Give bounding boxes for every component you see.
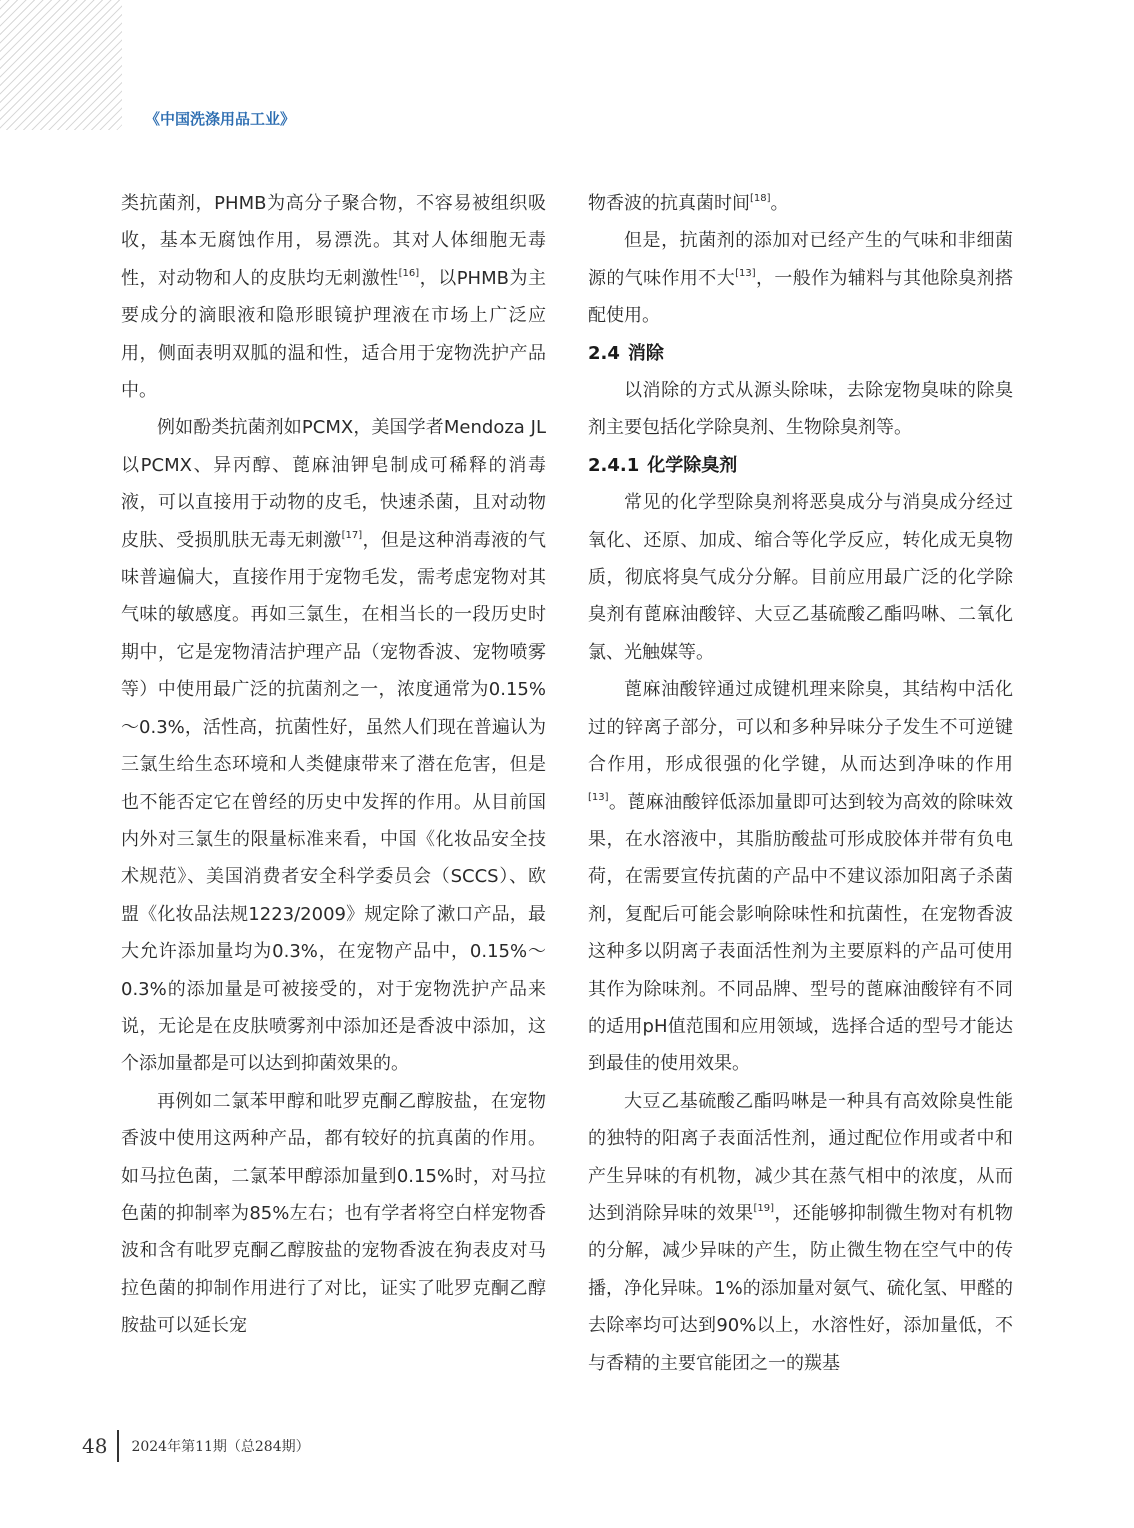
citation-ref: [17]	[341, 529, 363, 541]
section-title: 化学除臭剂	[647, 454, 738, 476]
citation-ref: [18]	[750, 193, 771, 204]
paragraph-text: 但是，抗菌剂的添加对已经产生的气味和非细菌源的气味作用不大	[588, 230, 1013, 289]
paragraph-text: 常见的化学型除臭剂将恶臭成分与消臭成分经过氧化、还原、加成、缩合等化学反应，转化成无臭物质，彻底将臭气成分分解。目前应用最广泛的化学除臭剂有蓖麻油酸锌、大豆乙基硫酸乙酯吗啉、二氧化氯、光触媒等。	[588, 492, 1013, 663]
page-number: 48	[82, 1434, 108, 1458]
right-column	[588, 185, 1013, 1382]
paragraph	[588, 1083, 1013, 1382]
section-title: 消除	[627, 342, 664, 364]
citation-ref: [13]	[588, 791, 609, 803]
paragraph	[588, 484, 1013, 671]
paragraph-text: 物香波的抗真菌时间	[588, 193, 750, 214]
paragraph-text: 例如酚类抗菌剂如PCMX，美国学者Mendoza JL以PCMX、异丙醇、蓖麻油钾皂制成可稀释的消毒液，可以直接用于动物的皮毛，快速杀菌，且对动物皮肤、受损肌肤无毒无刺激	[121, 417, 546, 551]
section-heading	[588, 447, 1013, 484]
journal-title: 《中国洗涤用品工业》	[145, 110, 296, 128]
paragraph-text: 。	[770, 193, 789, 214]
paragraph	[588, 372, 1013, 447]
left-column	[121, 185, 546, 1345]
corner-hatch-pattern	[0, 0, 122, 130]
paragraph-text: 大豆乙基硫酸乙酯吗啉是一种具有高效除臭性能的独特的阳离子表面活性剂，通过配位作用或者中和产生异味的有机物，减少其在蒸气相中的浓度，从而达到消除异味的效果	[588, 1090, 1013, 1224]
citation-ref: [19]	[753, 1202, 774, 1214]
paragraph-text: 蓖麻油酸锌通过成键机理来除臭，其结构中活化过的锌离子部分，可以和多种异味分子发生不可逆键合作用，形成很强的化学键，从而达到净味的作用	[588, 679, 1013, 776]
paragraph-text: ，一般作为辅料与其他除臭剂搭配使用。	[588, 267, 1014, 327]
citation-ref: [13]	[735, 267, 756, 279]
paragraph	[121, 185, 546, 409]
paragraph	[121, 409, 546, 1082]
paragraph	[121, 1083, 546, 1345]
paragraph-text: 以消除的方式从源头除味，去除宠物臭味的除臭剂主要包括化学除臭剂、生物除臭剂等。	[588, 380, 1013, 439]
section-heading	[588, 335, 1013, 372]
paragraph-text: 类抗菌剂，PHMB为高分子聚合物，不容易被组织吸收，基本无腐蚀作用，易漂洗。其对人体细胞无毒性，对动物和人的皮肤均无刺激性	[121, 193, 546, 289]
paragraph-text: ，以PHMB为主要成分的滴眼液和隐形眼镜护理液在市场上广泛应用，侧面表明双胍的温和性，适合用于宠物洗护产品中。	[121, 267, 546, 402]
paragraph-text: ，但是这种消毒液的气味普遍偏大，直接作用于宠物毛发，需考虑宠物对其气味的敏感度。再如三氯生，在相当长的一段历史时期中，它是宠物清洁护理产品（宠物香波、宠物喷雾等）中使用最广泛的抗菌剂之一，浓度通常为0.15%～0.3%，活性高，抗菌性好，虽然人们现在普遍认为三氯生给生态环境和人类健康带来了潜在危害，但是也不能否定它在曾经的历史中发挥的作用。从目前国内外对三氯生的限量标准来看，中国《化妆品安全技术规范》、美国消费者安全科学委员会（SCCS）、欧盟《化妆品法规1223/2009》规定除了漱口产品，最大允许添加量均为0.3%，在宠物产品中，0.15%～0.3%的添加量是可被接受的，对于宠物洗护产品来说，无论是在皮肤喷雾剂中添加还是香波中添加，这个添加量都是可以达到抑菌效果的。	[121, 529, 547, 1075]
citation-ref: [16]	[398, 267, 420, 279]
paragraph-text: 。蓖麻油酸锌低添加量即可达到较为高效的除味效果，在水溶液中，其脂肪酸盐可形成胶体并带有负电荷，在需要宣传抗菌的产品中不建议添加阳离子杀菌剂，复配后可能会影响除味性和抗菌性，在宠物香波这种多以阴离子表面活性剂为主要原料的产品可使用其作为除味剂。不同品牌、型号的蓖麻油酸锌有不同的适用pH值范围和应用领域，选择合适的型号才能达到最佳的使用效果。	[588, 791, 1013, 1075]
paragraph-text: 再例如二氯苯甲醇和吡罗克酮乙醇胺盐，在宠物香波中使用这两种产品，都有较好的抗真菌的作用。如马拉色菌，二氯苯甲醇添加量到0.15%时，对马拉色菌的抑制率为85%左右；也有学者将空白样宠物香波和含有吡罗克酮乙醇胺盐的宠物香波在狗表皮对马拉色菌的抑制作用进行了对比，证实了吡罗克酮乙醇胺盐可以延长宠	[121, 1090, 546, 1337]
section-number: 2.4.1	[588, 454, 640, 476]
paragraph	[588, 185, 1013, 222]
paragraph	[588, 671, 1013, 1082]
paragraph-text: ，还能够抑制微生物对有机物的分解，减少异味的产生，防止微生物在空气中的传播，净化异味。1%的添加量对氨气、硫化氢、甲醛的去除率均可达到90%以上，水溶性好，添加量低，不与香精的主要官能团之一的羰基	[588, 1202, 1014, 1374]
footer-divider	[117, 1430, 119, 1462]
paragraph	[588, 222, 1013, 334]
issue-info: 2024年第11期（总284期）	[131, 1439, 310, 1455]
page-footer	[82, 1430, 310, 1462]
section-number: 2.4	[588, 342, 620, 364]
